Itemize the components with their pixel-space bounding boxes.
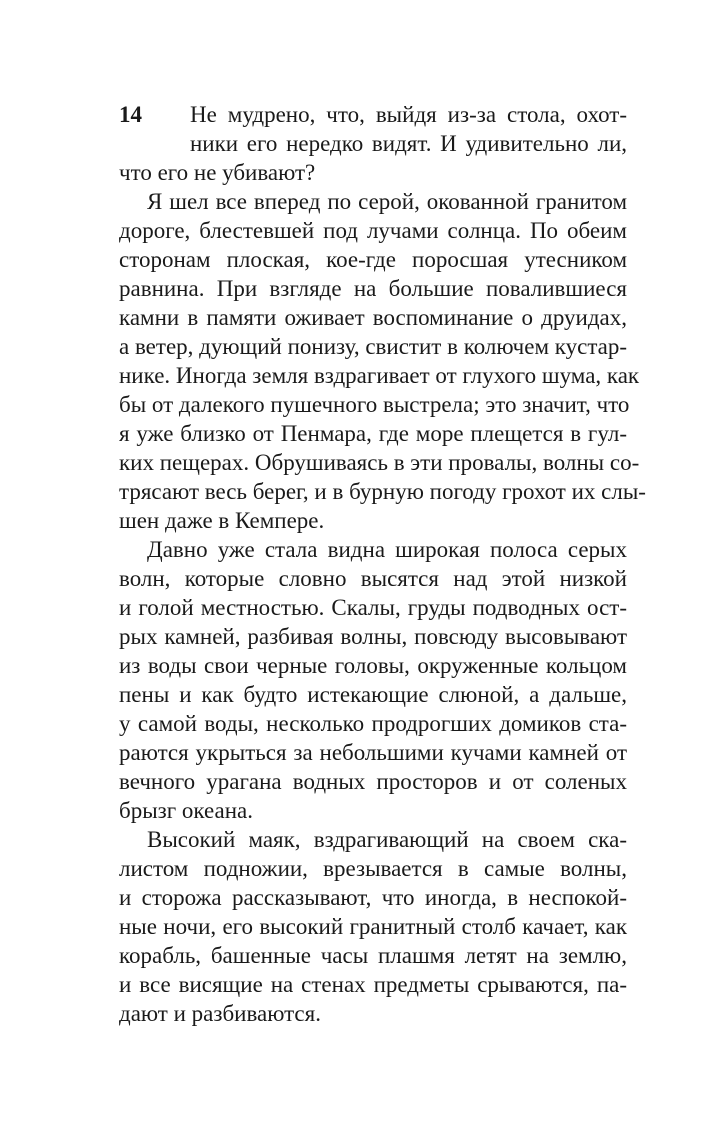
text-line: дают и разбиваются. bbox=[119, 1001, 321, 1026]
text-line: что его не убивают? bbox=[119, 160, 316, 185]
text-line: рых камней, разбивая волны, повсюду высовывают bbox=[119, 624, 627, 649]
text-line: а ветер, дующий понизу, свистит в колючем кустар- bbox=[119, 334, 628, 359]
text-line: Я шел все вперед по серой, окованной гранитом bbox=[147, 189, 627, 214]
text-line: Не мудрено, что, выйдя из-за стола, охот- bbox=[190, 102, 627, 127]
text-line: сторонам плоская, кое-где поросшая утесником bbox=[119, 247, 627, 272]
text-line: дороге, блестевшей под лучами солнца. По обеим bbox=[119, 218, 627, 243]
text-line: Высокий маяк, вздрагивающий на своем ска- bbox=[147, 827, 627, 852]
text-line: Давно уже стала видна широкая полоса серых bbox=[147, 537, 627, 562]
text-line: раются укрыться за небольшими кучами камней от bbox=[119, 740, 627, 765]
text-line: из воды свои черные головы, окруженные кольцом bbox=[119, 653, 627, 678]
text-line: трясают весь берег, и в бурную погоду грохот их слы- bbox=[119, 479, 646, 504]
text-line: равнина. При взгляде на большие повалившиеся bbox=[119, 276, 627, 301]
text-line: ные ночи, его высокий гранитный столб качает, как bbox=[119, 914, 627, 939]
text-line: вечного урагана водных просторов и от соленых bbox=[119, 769, 627, 794]
text-line: волн, которые словно высятся над этой низкой bbox=[119, 566, 627, 591]
text-line: я уже близко от Пенмара, где море плещется в гул- bbox=[119, 421, 627, 446]
text-line: у самой воды, несколько продрогших домиков ста- bbox=[119, 711, 627, 736]
text-line: листом подножии, врезывается в самые волны, bbox=[119, 856, 627, 881]
text-line: и голой местностью. Скалы, груды подводных ост- bbox=[119, 595, 627, 620]
page-number: 14 bbox=[119, 102, 142, 127]
text-line: ники его нередко видят. И удивительно ли, bbox=[190, 131, 627, 156]
text-line: пены и как будто истекающие слюной, а дальше, bbox=[119, 682, 627, 707]
text-line: бы от далекого пушечного выстрела; это значит, что bbox=[119, 392, 630, 417]
text-line: ких пещерах. Обрушиваясь в эти провалы, волны со- bbox=[119, 450, 640, 475]
text-line: и сторожа рассказывают, что иногда, в неспокой- bbox=[119, 885, 627, 910]
text-line: корабль, башенные часы плашмя летят на землю, bbox=[119, 943, 627, 968]
text-line: шен даже в Кемпере. bbox=[119, 508, 325, 533]
text-line: и все висящие на стенах предметы срываются, па- bbox=[119, 972, 627, 997]
text-line: камни в памяти оживает воспоминание о друидах, bbox=[119, 305, 627, 330]
text-line: брызг океана. bbox=[119, 798, 253, 823]
text-line: нике. Иногда земля вздрагивает от глухого шума, как bbox=[119, 363, 640, 388]
